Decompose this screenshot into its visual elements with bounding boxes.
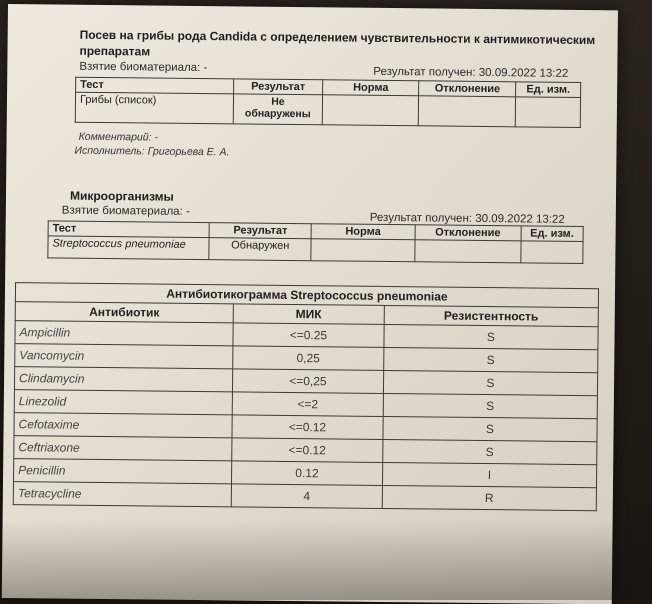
mic-value: <=0.25 <box>233 323 384 348</box>
mic-value: <=0,25 <box>232 369 383 394</box>
col-unit: Ед. изм. <box>521 226 583 242</box>
resistance-value: S <box>384 324 598 349</box>
candida-test-title: Посев на грибы рода Candida с определением чувствительности к антимикотическим препаратам <box>79 27 596 59</box>
mic-value: 0,25 <box>233 346 384 371</box>
resistance-value: S <box>383 416 597 441</box>
antibiotic-name: Cefotaxime <box>14 413 232 438</box>
table-row <box>13 482 596 511</box>
resistance-value: S <box>383 393 597 418</box>
antibiogram-title: Антибиотикограмма Streptococcus pneumoniae <box>15 283 598 308</box>
resistance-value: R <box>382 485 596 510</box>
mic-value: <=2 <box>232 392 383 417</box>
antibiotic-name: Ampicillin <box>15 321 233 346</box>
comment: Комментарий: - <box>78 130 159 144</box>
col-deviation: Отклонение <box>419 81 516 97</box>
cell-test: Грибы (список) <box>75 92 233 124</box>
biomaterial-label: Взятие биоматериала: - <box>79 60 208 75</box>
col-test: Тест <box>48 221 210 238</box>
antibiogram-table <box>13 282 599 511</box>
col-resistance: Резистентность <box>384 305 598 326</box>
antibiotic-name: Vancomycin <box>15 344 233 369</box>
result-received: Результат получен: 30.09.2022 13:22 <box>373 65 569 80</box>
col-norm: Норма <box>322 80 419 96</box>
cell-deviation <box>419 96 516 127</box>
antibiotic-name: Penicillin <box>13 459 231 484</box>
resistance-value: I <box>382 462 596 487</box>
antibiotic-name: Ceftriaxone <box>14 436 232 461</box>
col-deviation: Отклонение <box>415 225 521 241</box>
antibiotic-name: Linezolid <box>14 390 232 415</box>
col-antibiotic: Антибиотик <box>15 302 233 323</box>
cell-norm <box>311 239 415 262</box>
col-unit: Ед. изм. <box>516 82 581 98</box>
table-row <box>75 92 580 127</box>
microorganisms-table <box>47 220 583 264</box>
cell-unit <box>515 97 580 128</box>
cell-deviation <box>415 240 521 263</box>
cell-unit <box>521 241 583 264</box>
mic-value: <=0.12 <box>232 415 383 440</box>
table-row <box>48 236 583 264</box>
lab-report-paper <box>2 4 618 604</box>
biomaterial-label-2: Взятие биоматериала: - <box>61 204 190 218</box>
result-received-2: Результат получен: 30.09.2022 13:22 <box>369 211 565 226</box>
col-test: Тест <box>76 77 234 94</box>
performer: Исполнитель: Григорьева Е. А. <box>74 144 230 159</box>
microorganisms-title: Микроорганизмы <box>69 188 174 204</box>
cell-norm <box>322 95 419 126</box>
cell-result: Обнаружен <box>209 238 311 261</box>
resistance-value: S <box>382 439 596 464</box>
mic-value: 0.12 <box>232 461 383 486</box>
mic-value: 4 <box>231 484 382 509</box>
candida-results-table <box>75 77 581 128</box>
col-norm: Норма <box>311 224 415 240</box>
col-result: Результат <box>234 79 323 95</box>
antibiotic-name: Tetracycline <box>13 482 231 507</box>
mic-value: <=0.12 <box>232 438 383 463</box>
resistance-value: S <box>383 370 597 395</box>
resistance-value: S <box>383 347 597 372</box>
cell-test: Streptococcus pneumoniae <box>48 236 210 260</box>
cell-result: Не обнаружены <box>233 94 322 125</box>
col-mic: МИК <box>233 304 384 325</box>
antibiotic-name: Clindamycin <box>14 367 232 392</box>
col-result: Результат <box>209 223 311 239</box>
